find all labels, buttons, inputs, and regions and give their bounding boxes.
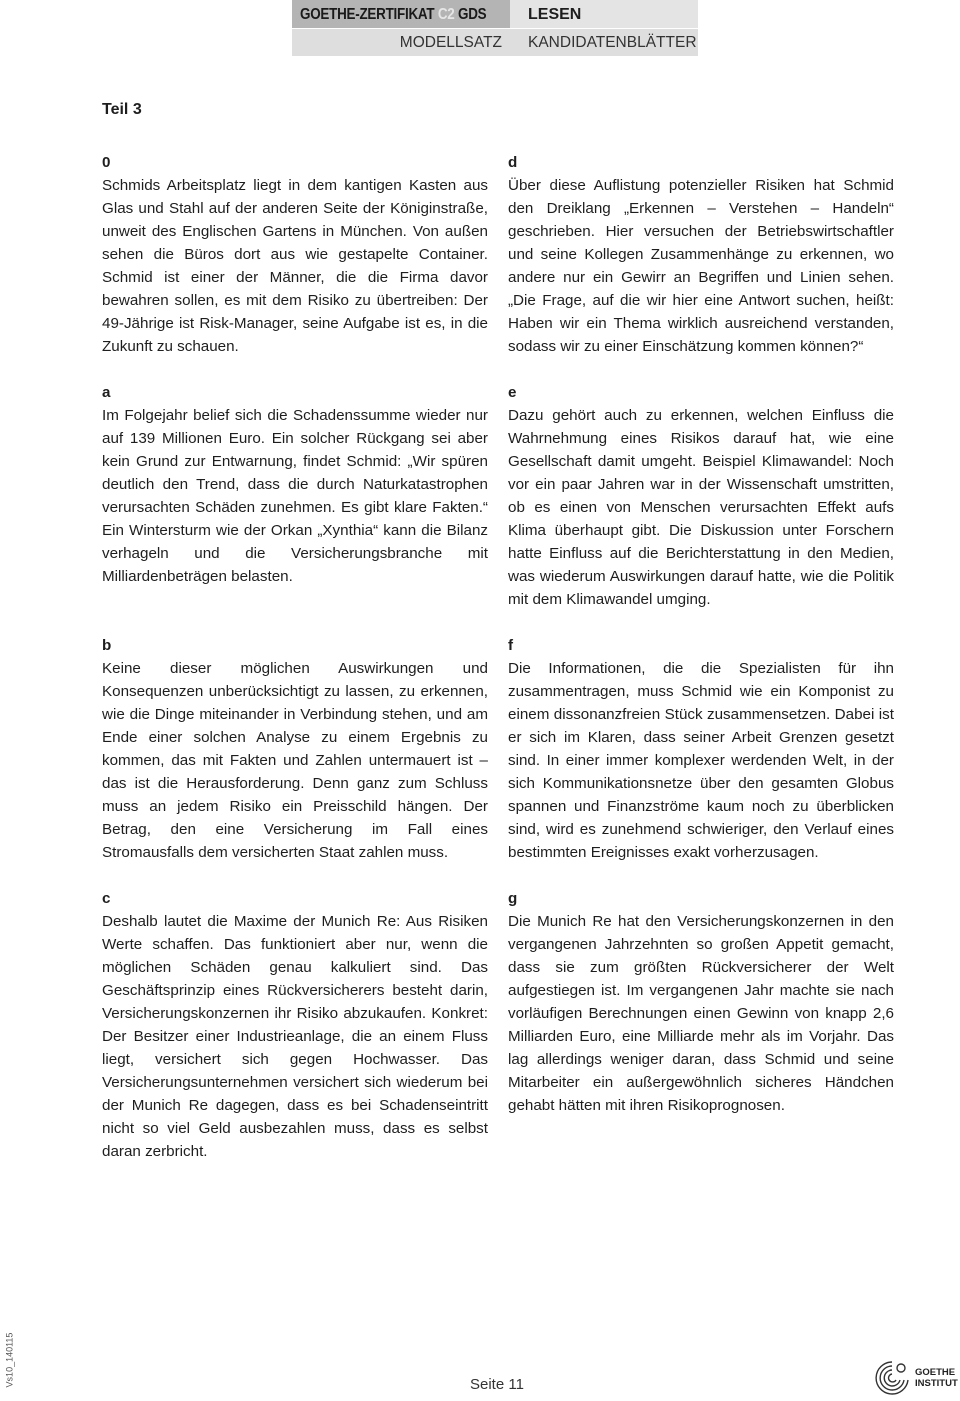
paragraph-b	[102, 634, 488, 864]
part-title: Teil 3	[102, 101, 142, 118]
logo-line2: INSTITUT	[915, 1378, 958, 1389]
paragraph-text: Dazu gehört auch zu erkennen, welchen Einfluss die Wahrnehmung eines Risikos darauf hat, wie eine Gesellschaft damit umgeht. Beispiel Klimawandel: Noch vor ein paar Jahren war in der Wissenschaft umstritten, ob es einen von Menschen verursachten Effekt aufs Klima überhaupt gibt. Die Diskussion unter Forschern hatte Einfluss auf die Berichterstattung in den Medien, was wiederum Auswirkungen darauf hatte, wie die Politik mit dem Klimawandel umging.	[508, 407, 894, 608]
paragraph-text: Keine dieser möglichen Auswirkungen und Konsequenzen unberücksichtigt zu lassen, zu erkennen, wie die Dinge miteinander in Verbindung stehen, und am Ende einer solchen Analyse zu einem Ergebnis zu kommen, das mit Fakten und Zahlen untermauert ist – das ist die Herausforderung. Denn ganz zum Schluss muss an jedem Risiko ein Preisschild hängen. Der Betrag, den eine Versicherung im Fall eines Stromausfalls dem versicherten Staat zahlen muss.	[102, 660, 488, 861]
paragraph-f	[508, 634, 894, 864]
paragraph-text: Die Munich Re hat den Versicherungskonzernen in den vergangenen Jahrzehnten so großen Appetit gemacht, dass sie zum größten Rückversicherer der Welt aufgestiegen ist. Im vergangenen Jahr machte sie nach vorläufigen Berechnungen einen Gewinn von knapp 2,6 Milliarden Euro, eine Milliarde mehr als im Vorjahr. Das lag allerdings weniger daran, dass Schmid und seine Mitarbeiter ein außergewöhnlich sicheres Händchen gehabt hätten mit ihren Risikoprognosen.	[508, 913, 894, 1114]
paragraph-c	[102, 887, 488, 1163]
paragraph-letter: a	[102, 384, 111, 401]
page-number: Seite 11	[470, 1376, 524, 1393]
version-code: Vs10_140115	[4, 1332, 15, 1388]
paragraph-a	[102, 381, 488, 588]
header-sub-right: KANDIDATENBLÄTTER	[510, 29, 698, 56]
paragraph-letter: e	[508, 384, 517, 401]
goethe-institut-logo	[872, 1358, 958, 1398]
paragraph-letter: 0	[102, 154, 111, 171]
paragraph-text: Über diese Auflistung potenzieller Risiken hat Schmid den Dreiklang „Erkennen – Verstehen – Handeln“ geschrieben. Hier versuchen der Betriebswirtschaftler und seine Kollegen Zusammenhänge zu erkennen, wo andere nur ein Gewirr an Begriffen und Linien sehen. „Die Frage, auf die wir hier eine Antwort suchen, heißt: Haben wir ein Thema wirklich ausreichend verstanden, sodass wir zu einer Einschätzung kommen können?“	[508, 177, 894, 355]
exam-suffix: GDS	[458, 6, 487, 23]
paragraph-text: Schmids Arbeitsplatz liegt in dem kantigen Kasten aus Glas und Stahl auf der anderen Seite der Königinstraße, unweit des Englischen Gartens in München. Von außen sehen die Büros dort aus wie gestapelte Container. Schmid ist einer der Männer, die die Firma davor bewahren sollen, es mit dem Risiko zu übertreiben: Der 49-Jährige ist Risk-Manager, seine Aufgabe ist es, in die Zukunft zu schauen.	[102, 177, 488, 355]
goethe-logo-icon	[872, 1358, 912, 1398]
paragraph-letter: d	[508, 154, 518, 171]
logo-line1: GOETHE	[915, 1367, 956, 1378]
paragraph-e	[508, 381, 894, 611]
paragraph-text: Die Informationen, die die Spezialisten für ihn zusammentragen, muss Schmid wie ein Komponist zu einem dissonanzfreien Stück zusammensetzen. Dabei ist er sich im Klaren, dass seiner Arbeit Grenzen gesetzt sind. In einer immer komplexer werdenden Welt, in der sich Kommunikationsnetze über den gesamten Globus spannen und Finanzströme kaum noch zu überblicken sind, wird es zunehmend schwieriger, den Verlauf eines bestimmten Ereignisses exakt vorherzusagen.	[508, 660, 894, 861]
exam-name: GOETHE-ZERTIFIKAT	[300, 6, 435, 23]
header-section: LESEN	[510, 0, 698, 28]
paragraph-letter: g	[508, 890, 518, 907]
header-sub-left: MODELLSATZ	[292, 29, 510, 56]
paragraph-text: Deshalb lautet die Maxime der Munich Re: Aus Risiken Werte schaffen. Das funktioniert aber nur, wenn die möglichen Schäden genau kalkuliert sind. Das Geschäftsprinzip eines Rückversicherers besteht darin, Versicherungskonzernen ihr Risiko abzukaufen. Konkret: Der Besitzer einer Industrieanlage, die an einem Fluss liegt, versichert sich gegen Hochwasser. Das Versicherungsunternehmen versichert sich wiederum bei der Munich Re dagegen, dass es bei Schadenseintritt nicht so viel Geld ausbezahlen muss, dass es selbst daran zerbricht.	[102, 913, 488, 1160]
paragraph-text: Im Folgejahr belief sich die Schadenssumme wieder nur auf 139 Millionen Euro. Ein solcher Rückgang sei aber kein Grund zur Entwarnung, findet Schmid: „Wir spüren deutlich den Trend, dass die durch Naturkatastrophen verursachten Schäden zunehmen. Es gibt klare Fakten.“ Ein Wintersturm wie der Orkan „Xynthia“ kann die Bilanz verhageln und die Versicherungsbranche mit Milliardenbeträgen belasten.	[102, 407, 488, 585]
paragraph-letter: f	[508, 637, 514, 654]
paragraph-letter: b	[102, 637, 112, 654]
paragraph-letter: c	[102, 890, 111, 907]
paragraph-g	[508, 887, 894, 1117]
paragraph-0	[102, 151, 488, 358]
exam-level: C2	[437, 6, 455, 23]
paragraph-d	[508, 151, 894, 358]
header-title	[292, 0, 510, 28]
